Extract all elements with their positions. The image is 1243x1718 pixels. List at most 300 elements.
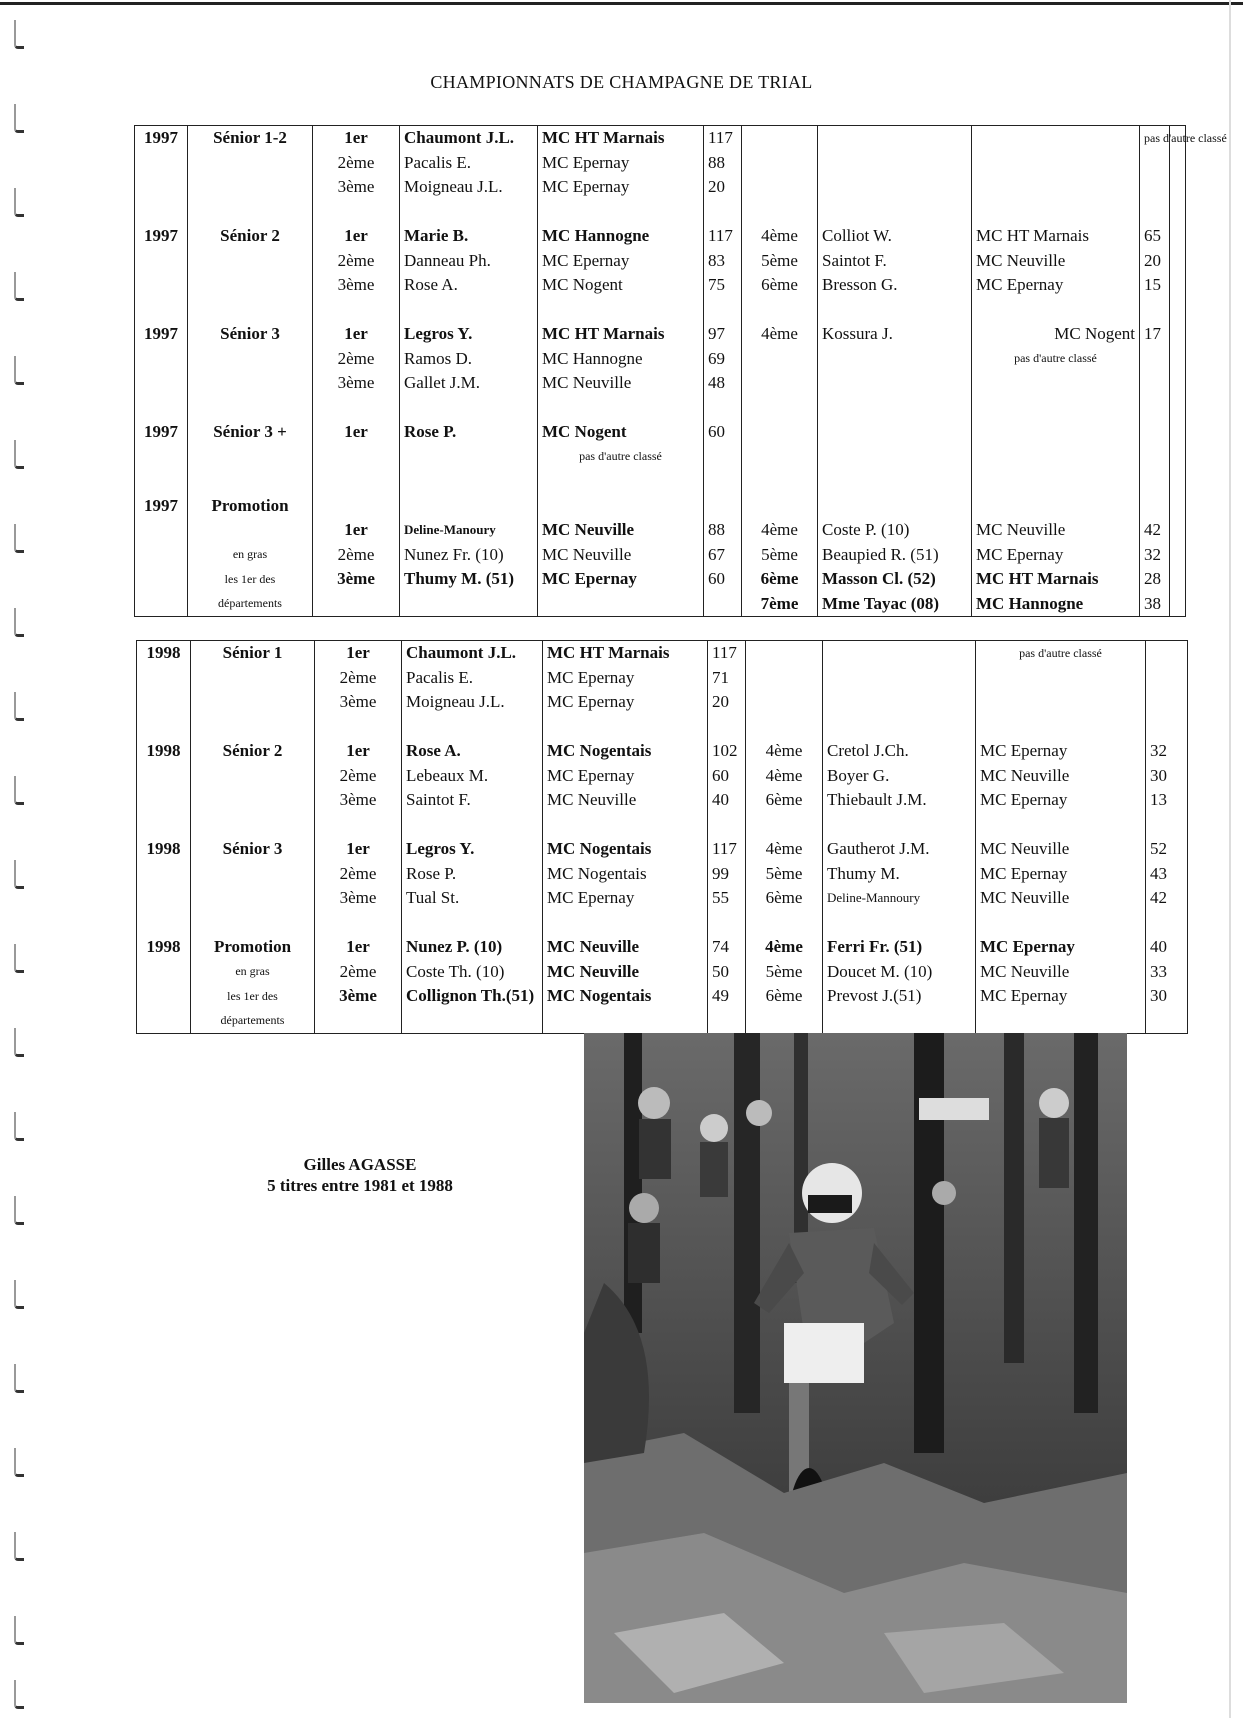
cell-rank-2: 4ème — [746, 935, 823, 960]
cell-category: Sénior 2 — [188, 224, 313, 249]
cell-points-2 — [1140, 298, 1170, 323]
cell-extra — [1170, 396, 1186, 421]
cell-club-2: MC Neuville — [972, 518, 1140, 543]
cell-rank-2 — [746, 813, 823, 838]
cell-category — [188, 200, 313, 225]
table-row — [137, 666, 1188, 691]
cell-club-2 — [976, 911, 1146, 936]
cell-points: 49 — [708, 984, 746, 1009]
cell-rider-2: Cretol J.Ch. — [823, 739, 976, 764]
cell-club-2 — [976, 690, 1146, 715]
cell-rider-2: Deline-Mannoury — [823, 886, 976, 911]
cell-rider-2 — [823, 911, 976, 936]
cell-rank: 1er — [315, 935, 402, 960]
cell-points-2: 33 — [1146, 960, 1188, 985]
cell-rank: 2ème — [315, 666, 402, 691]
cell-year — [137, 690, 191, 715]
cell-category: en gras — [191, 960, 315, 985]
cell-points: 117 — [708, 837, 746, 862]
cell-year: 1997 — [135, 322, 188, 347]
cell-category: Promotion — [191, 935, 315, 960]
cell-club-2 — [972, 298, 1140, 323]
cell-rank-2: 6ème — [746, 788, 823, 813]
cell-rider: Moigneau J.L. — [400, 175, 538, 200]
cell-year — [135, 371, 188, 396]
table-row — [137, 641, 1188, 666]
cell-rider-2: Kossura J. — [818, 322, 972, 347]
cell-club: MC Nogent — [538, 273, 704, 298]
cell-extra — [1170, 543, 1186, 568]
cell-category: Sénior 3 + — [188, 420, 313, 445]
cell-category — [188, 298, 313, 323]
cell-points-2 — [1146, 1009, 1188, 1034]
cell-points-2 — [1146, 690, 1188, 715]
cell-rider-2: Mme Tayac (08) — [818, 592, 972, 617]
cell-points-2: 42 — [1140, 518, 1170, 543]
cell-rank-2: 4ème — [742, 224, 818, 249]
top-rule — [0, 2, 1243, 5]
cell-rank: 1er — [315, 739, 402, 764]
cell-extra — [1170, 518, 1186, 543]
table-row — [135, 322, 1186, 347]
cell-rank — [313, 592, 400, 617]
cell-rank-2: 4ème — [742, 322, 818, 347]
cell-rank: 1er — [313, 224, 400, 249]
cell-extra — [1170, 445, 1186, 470]
cell-club: MC HT Marnais — [543, 641, 708, 666]
cell-club: MC Nogentais — [543, 837, 708, 862]
cell-rider: Rose P. — [402, 862, 543, 887]
cell-rank: 3ème — [313, 371, 400, 396]
table-row — [135, 371, 1186, 396]
cell-club-2 — [972, 469, 1140, 494]
cell-club — [538, 298, 704, 323]
cell-rider-2 — [823, 813, 976, 838]
cell-rider-2 — [818, 347, 972, 372]
cell-points-2 — [1146, 813, 1188, 838]
cell-club — [538, 396, 704, 421]
cell-club — [538, 469, 704, 494]
cell-club — [543, 1009, 708, 1034]
cell-club-2: MC Epernay — [972, 543, 1140, 568]
cell-points — [704, 469, 742, 494]
cell-rank-2 — [742, 175, 818, 200]
cell-rider-2: Saintot F. — [818, 249, 972, 274]
photo-caption — [230, 1154, 490, 1196]
cell-rider-2 — [818, 420, 972, 445]
cell-points — [704, 592, 742, 617]
cell-points-2 — [1140, 371, 1170, 396]
cell-points-2 — [1140, 200, 1170, 225]
cell-points: 20 — [704, 175, 742, 200]
cell-points-2: 13 — [1146, 788, 1188, 813]
cell-extra — [1170, 322, 1186, 347]
cell-extra — [1170, 175, 1186, 200]
cell-rider-2 — [823, 1009, 976, 1034]
cell-rank: 3ème — [315, 886, 402, 911]
cell-club: MC Hannogne — [538, 347, 704, 372]
cell-rank-2: 5ème — [746, 960, 823, 985]
cell-rider-2 — [818, 396, 972, 421]
cell-rider: Nunez P. (10) — [402, 935, 543, 960]
table-row — [135, 469, 1186, 494]
cell-year: 1997 — [135, 420, 188, 445]
cell-category: départements — [191, 1009, 315, 1034]
cell-category — [191, 886, 315, 911]
cell-club-2 — [976, 1009, 1146, 1034]
cell-rider: Deline-Manoury — [400, 518, 538, 543]
cell-category — [188, 518, 313, 543]
cell-extra — [1170, 371, 1186, 396]
table-row — [137, 1009, 1188, 1034]
cell-rank: 3ème — [313, 567, 400, 592]
cell-points: 83 — [704, 249, 742, 274]
cell-extra — [1170, 494, 1186, 519]
cell-category — [191, 666, 315, 691]
cell-category: Promotion — [188, 494, 313, 519]
cell-extra — [1170, 420, 1186, 445]
cell-category — [188, 151, 313, 176]
cell-rider-2 — [823, 690, 976, 715]
table-row — [135, 543, 1186, 568]
cell-rider: Danneau Ph. — [400, 249, 538, 274]
cell-rider-2 — [818, 371, 972, 396]
cell-points: 67 — [704, 543, 742, 568]
cell-points: 50 — [708, 960, 746, 985]
cell-year — [135, 396, 188, 421]
cell-category — [191, 764, 315, 789]
cell-year — [137, 862, 191, 887]
table-row — [135, 494, 1186, 519]
table-row — [137, 788, 1188, 813]
cell-points: 99 — [708, 862, 746, 887]
cell-club-2: MC Epernay — [976, 739, 1146, 764]
cell-rank-2 — [746, 641, 823, 666]
table-row — [137, 911, 1188, 936]
cell-extra — [1170, 347, 1186, 372]
cell-points-2: 28 — [1140, 567, 1170, 592]
cell-rank: 2ème — [315, 862, 402, 887]
cell-club-2: MC Epernay — [976, 862, 1146, 887]
cell-points-2 — [1140, 445, 1170, 470]
cell-rider: Pacalis E. — [402, 666, 543, 691]
cell-extra — [1170, 469, 1186, 494]
cell-points — [708, 715, 746, 740]
cell-club-2: MC Epernay — [976, 935, 1146, 960]
cell-rank-2: 6ème — [742, 567, 818, 592]
cell-rider-2 — [823, 641, 976, 666]
cell-points: 102 — [708, 739, 746, 764]
cell-points — [704, 445, 742, 470]
cell-points: 88 — [704, 151, 742, 176]
cell-year — [137, 813, 191, 838]
cell-rank: 2ème — [315, 960, 402, 985]
cell-club: pas d'autre classé — [538, 445, 704, 470]
page-edge — [1229, 0, 1231, 1718]
cell-rider — [402, 911, 543, 936]
cell-extra — [1170, 200, 1186, 225]
cell-rider — [402, 813, 543, 838]
cell-points-2 — [1146, 715, 1188, 740]
cell-rank — [313, 298, 400, 323]
cell-club-2 — [976, 715, 1146, 740]
cell-year — [135, 567, 188, 592]
cell-club: MC Neuville — [538, 371, 704, 396]
cell-year: 1997 — [135, 224, 188, 249]
cell-club: MC Nogentais — [543, 984, 708, 1009]
cell-category: en gras — [188, 543, 313, 568]
table-row — [137, 764, 1188, 789]
cell-rider: Chaumont J.L. — [400, 126, 538, 151]
cell-club-2: MC HT Marnais — [972, 224, 1140, 249]
cell-rider-2 — [818, 175, 972, 200]
cell-extra — [1170, 151, 1186, 176]
cell-rider: Collignon Th.(51) — [402, 984, 543, 1009]
cell-points — [704, 494, 742, 519]
cell-year: 1997 — [135, 126, 188, 151]
cell-club-2: MC Epernay — [972, 273, 1140, 298]
cell-points-2 — [1146, 911, 1188, 936]
cell-rank-2 — [742, 151, 818, 176]
cell-points-2 — [1140, 469, 1170, 494]
cell-category — [188, 371, 313, 396]
cell-club-2 — [972, 200, 1140, 225]
cell-rank-2: 4ème — [746, 764, 823, 789]
cell-points: 97 — [704, 322, 742, 347]
cell-rider: Thumy M. (51) — [400, 567, 538, 592]
cell-year: 1998 — [137, 641, 191, 666]
cell-rank: 2ème — [315, 764, 402, 789]
table-row — [135, 200, 1186, 225]
cell-rider-2: Boyer G. — [823, 764, 976, 789]
cell-club: MC Epernay — [543, 666, 708, 691]
table-row — [135, 567, 1186, 592]
table-row — [137, 813, 1188, 838]
cell-rank-2: 7ème — [742, 592, 818, 617]
table-row — [135, 396, 1186, 421]
cell-points-2: 38 — [1140, 592, 1170, 617]
cell-rank-2 — [742, 494, 818, 519]
cell-category — [188, 347, 313, 372]
cell-rank — [315, 813, 402, 838]
cell-club: MC Neuville — [543, 788, 708, 813]
cell-rank — [313, 200, 400, 225]
cell-year — [137, 960, 191, 985]
cell-extra — [1170, 592, 1186, 617]
cell-club-2: MC HT Marnais — [972, 567, 1140, 592]
table-row — [137, 886, 1188, 911]
cell-club-2: MC Epernay — [976, 984, 1146, 1009]
table-row — [135, 347, 1186, 372]
cell-rank-2 — [742, 200, 818, 225]
cell-rider: Legros Y. — [400, 322, 538, 347]
cell-rider: Gallet J.M. — [400, 371, 538, 396]
cell-rank-2 — [742, 445, 818, 470]
cell-points-2 — [1140, 396, 1170, 421]
cell-category — [188, 273, 313, 298]
cell-points — [708, 1009, 746, 1034]
cell-points-2 — [1140, 347, 1170, 372]
cell-points: 55 — [708, 886, 746, 911]
cell-rider: Nunez Fr. (10) — [400, 543, 538, 568]
cell-rank: 3ème — [315, 984, 402, 1009]
cell-points — [704, 298, 742, 323]
cell-year — [135, 445, 188, 470]
cell-club: MC Neuville — [538, 543, 704, 568]
cell-category — [191, 690, 315, 715]
cell-rider: Pacalis E. — [400, 151, 538, 176]
cell-points-2: 42 — [1146, 886, 1188, 911]
cell-category — [188, 396, 313, 421]
table-row — [135, 249, 1186, 274]
cell-category — [188, 469, 313, 494]
cell-category: Sénior 3 — [191, 837, 315, 862]
cell-rider: Tual St. — [402, 886, 543, 911]
cell-rider: Marie B. — [400, 224, 538, 249]
cell-category — [188, 445, 313, 470]
cell-points-2: 30 — [1146, 984, 1188, 1009]
cell-points-2: pas d'autre classé — [1140, 126, 1170, 151]
table-row — [137, 960, 1188, 985]
cell-rank-2: 6ème — [742, 273, 818, 298]
cell-points: 74 — [708, 935, 746, 960]
cell-club — [543, 911, 708, 936]
cell-year — [137, 1009, 191, 1034]
cell-rank — [315, 715, 402, 740]
cell-rank: 1er — [313, 322, 400, 347]
cell-rank-2: 6ème — [746, 984, 823, 1009]
cell-rank-2: 5ème — [746, 862, 823, 887]
cell-rider-2: Gautherot J.M. — [823, 837, 976, 862]
cell-club: MC HT Marnais — [538, 126, 704, 151]
cell-rank: 1er — [315, 641, 402, 666]
cell-year — [135, 175, 188, 200]
cell-year — [137, 715, 191, 740]
cell-rider-2 — [818, 151, 972, 176]
cell-club-2: MC Neuville — [976, 886, 1146, 911]
cell-rank — [313, 469, 400, 494]
cell-points-2: 20 — [1140, 249, 1170, 274]
cell-club — [543, 715, 708, 740]
cell-rank-2: 6ème — [746, 886, 823, 911]
cell-year: 1998 — [137, 935, 191, 960]
cell-rider — [402, 715, 543, 740]
trial-photo-illustration — [584, 1033, 1127, 1703]
table-row — [137, 984, 1188, 1009]
cell-club-2: MC Neuville — [972, 249, 1140, 274]
cell-extra — [1170, 567, 1186, 592]
cell-club-2 — [972, 494, 1140, 519]
cell-rider — [400, 494, 538, 519]
cell-rider-2 — [818, 494, 972, 519]
cell-year — [137, 886, 191, 911]
cell-rider — [400, 445, 538, 470]
cell-club: MC Neuville — [538, 518, 704, 543]
cell-rank-2: 4ème — [746, 739, 823, 764]
cell-points: 60 — [704, 420, 742, 445]
cell-rank-2 — [742, 469, 818, 494]
cell-category: les 1er des — [191, 984, 315, 1009]
results-table-1997 — [134, 125, 1227, 617]
cell-rider-2 — [818, 126, 972, 151]
table-row — [135, 592, 1186, 617]
cell-points-2: 40 — [1146, 935, 1188, 960]
cell-rider — [402, 1009, 543, 1034]
cell-rider: Chaumont J.L. — [402, 641, 543, 666]
cell-extra — [1170, 298, 1186, 323]
cell-rank: 2ème — [313, 347, 400, 372]
cell-rank-2 — [746, 666, 823, 691]
table-row — [137, 862, 1188, 887]
cell-rank-2 — [742, 126, 818, 151]
cell-club: MC Nogent — [538, 420, 704, 445]
cell-rider-2: Masson Cl. (52) — [818, 567, 972, 592]
cell-club-2 — [972, 126, 1140, 151]
cell-points: 75 — [704, 273, 742, 298]
cell-club-2 — [976, 813, 1146, 838]
cell-rank: 2ème — [313, 543, 400, 568]
cell-rider-2: Thumy M. — [823, 862, 976, 887]
cell-category — [188, 249, 313, 274]
cell-rider — [400, 298, 538, 323]
cell-points: 60 — [704, 567, 742, 592]
cell-club: MC Epernay — [538, 175, 704, 200]
cell-rank: 1er — [313, 126, 400, 151]
caption-name: Gilles AGASSE — [303, 1155, 417, 1174]
cell-points: 71 — [708, 666, 746, 691]
cell-club — [538, 592, 704, 617]
cell-rider: Ramos D. — [400, 347, 538, 372]
cell-rank-2: 5ème — [742, 543, 818, 568]
cell-club: MC Epernay — [543, 690, 708, 715]
cell-category: Sénior 3 — [188, 322, 313, 347]
cell-points-2: 43 — [1146, 862, 1188, 887]
cell-rider: Saintot F. — [402, 788, 543, 813]
cell-year — [135, 518, 188, 543]
cell-year — [135, 200, 188, 225]
cell-category — [188, 175, 313, 200]
cell-rider-2: Bresson G. — [818, 273, 972, 298]
cell-club: MC Epernay — [538, 151, 704, 176]
cell-rider-2: Coste P. (10) — [818, 518, 972, 543]
cell-rank: 1er — [313, 420, 400, 445]
cell-rank: 3ème — [315, 788, 402, 813]
cell-year: 1997 — [135, 494, 188, 519]
cell-points-2 — [1146, 666, 1188, 691]
cell-points: 48 — [704, 371, 742, 396]
cell-category — [191, 911, 315, 936]
cell-rank: 2ème — [313, 249, 400, 274]
cell-rider — [400, 469, 538, 494]
cell-year — [137, 788, 191, 813]
cell-rank: 1er — [315, 837, 402, 862]
cell-club: MC Epernay — [538, 567, 704, 592]
cell-year — [135, 347, 188, 372]
cell-rank-2 — [746, 715, 823, 740]
cell-points-2: 32 — [1146, 739, 1188, 764]
cell-extra — [1170, 249, 1186, 274]
cell-club: MC Hannogne — [538, 224, 704, 249]
cell-points-2: 65 — [1140, 224, 1170, 249]
cell-year — [135, 469, 188, 494]
cell-category: les 1er des — [188, 567, 313, 592]
table-row — [135, 273, 1186, 298]
table-row — [135, 175, 1186, 200]
cell-rider-2: Thiebault J.M. — [823, 788, 976, 813]
spiral-binding — [14, 20, 34, 1710]
cell-rider-2 — [818, 200, 972, 225]
cell-rank: 2ème — [313, 151, 400, 176]
